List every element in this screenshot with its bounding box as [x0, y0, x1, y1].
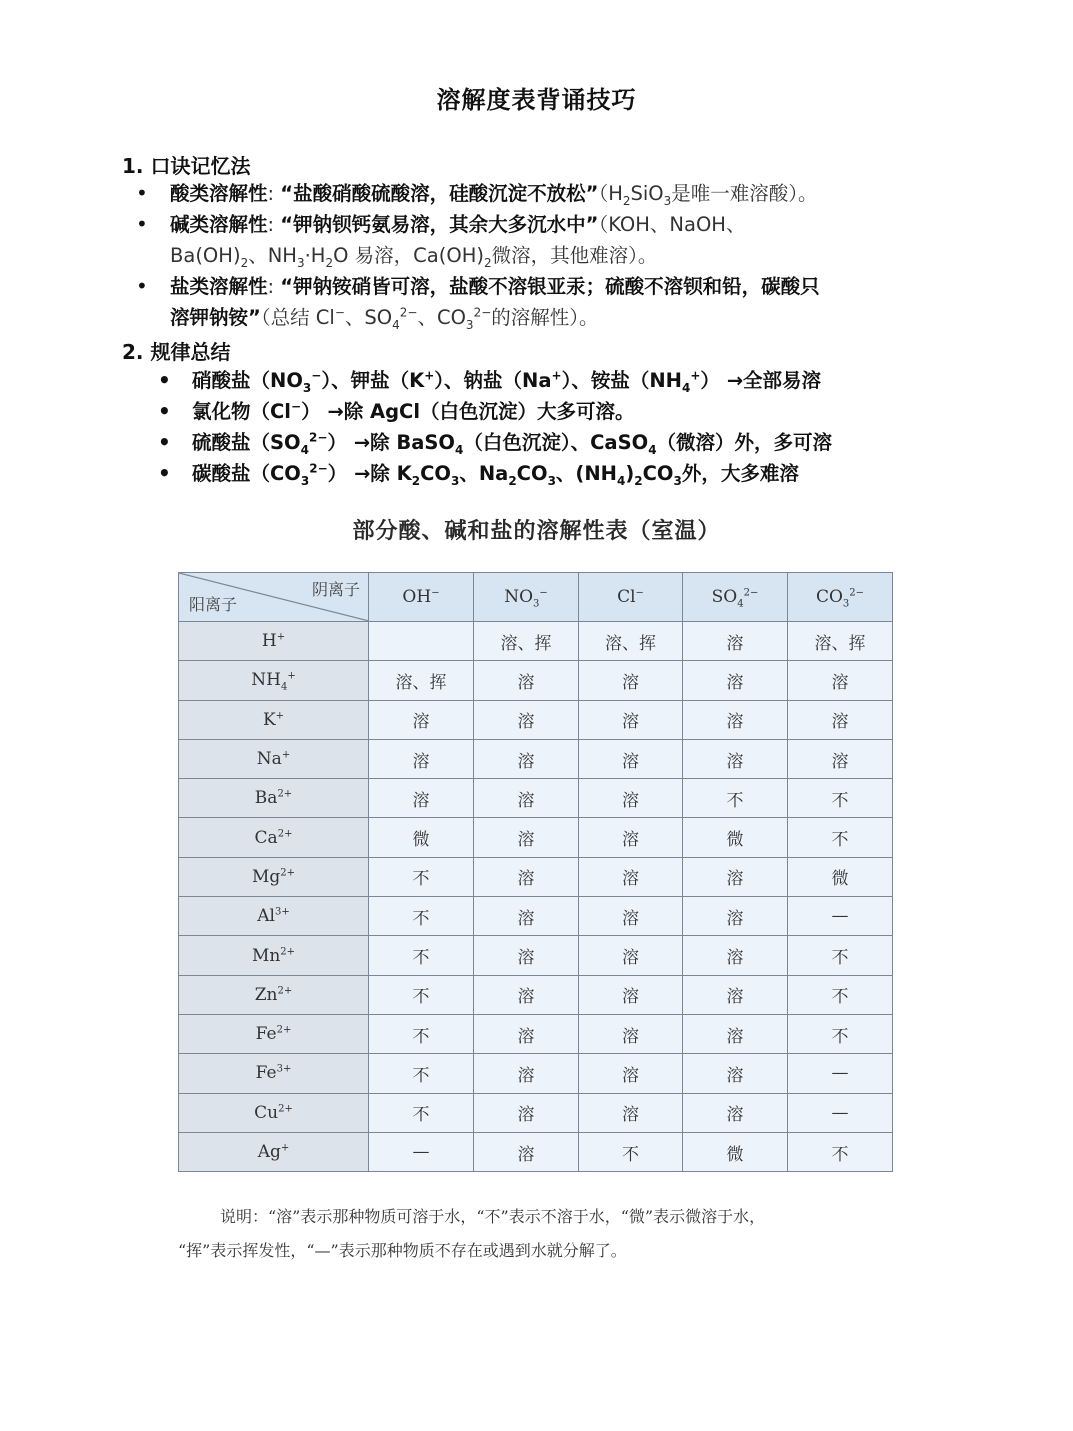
cation-cell: $Al^{3+}$ [179, 897, 369, 936]
rule-nitrates: • 硝酸盐$(NO_3^-)$、钾盐（K+）、钠盐（Na+）、铵盐$(NH_4^+)$ →全部易溶 [192, 365, 972, 396]
solubility-cell: 不 [369, 975, 474, 1014]
solubility-cell: 溶 [474, 1093, 579, 1132]
solubility-cell: 溶 [683, 857, 788, 896]
solubility-cell: 溶 [683, 661, 788, 700]
table-header-row [179, 573, 893, 622]
solubility-cell: 不 [788, 936, 893, 975]
base-solubility-item: • 碱类溶解性: “钾钠钡钙氨易溶，其余大多沉水中”（KOH、NaOH、 $Ba(OH)_2$、$NH_3\cdot H_2O$ 易溶，$Ca(OH)_2$微溶，其他难溶）。 [170, 209, 970, 271]
anion-header: $NO_3^-$ [474, 573, 579, 622]
cation-cell: $Mn^{2+}$ [179, 936, 369, 975]
solubility-cell: 溶 [474, 857, 579, 896]
solubility-cell: 溶 [579, 897, 683, 936]
solubility-cell: 微 [683, 1132, 788, 1171]
bullet-icon: • [158, 368, 171, 392]
solubility-cell: — [788, 1093, 893, 1132]
solubility-cell: 溶 [579, 975, 683, 1014]
table-note-line-1: 说明：“溶”表示那种物质可溶于水，“不”表示不溶于水，“微”表示微溶于水， [220, 1207, 766, 1226]
solubility-cell: 不 [369, 1054, 474, 1093]
solubility-cell [369, 622, 474, 661]
solubility-cell: 溶 [683, 1014, 788, 1053]
rule-carbonates: • 碳酸盐$(CO_3^{2-})$ →除 $K_2CO_3$、$Na_2CO_3$、$(NH_4)_2CO_3$外，大多难溶 [192, 458, 972, 489]
cation-cell: $NH_4^+$ [179, 661, 369, 700]
solubility-cell: 溶 [474, 897, 579, 936]
solubility-cell: 不 [788, 1014, 893, 1053]
solubility-cell: 溶 [579, 1093, 683, 1132]
solubility-cell: 溶 [474, 1014, 579, 1053]
solubility-cell: 溶、挥 [788, 622, 893, 661]
cation-cell: $Fe^{3+}$ [179, 1054, 369, 1093]
solubility-cell: 微 [788, 857, 893, 896]
solubility-cell: 不 [788, 1132, 893, 1171]
solubility-cell: 溶 [683, 700, 788, 739]
solubility-cell: 不 [579, 1132, 683, 1171]
solubility-cell: 溶 [369, 739, 474, 778]
solubility-cell: 溶 [579, 661, 683, 700]
solubility-cell: 不 [788, 818, 893, 857]
table-row [179, 779, 893, 818]
solubility-cell: 溶 [683, 739, 788, 778]
solubility-cell: 溶 [369, 700, 474, 739]
table-note-line-2: “挥”表示挥发性，“—”表示那种物质不存在或遇到水就分解了。 [178, 1241, 627, 1260]
solubility-cell: 不 [369, 936, 474, 975]
anion-header: OH− [369, 573, 474, 622]
cation-cell: $Ba^{2+}$ [179, 779, 369, 818]
anion-header: $CO_3^{2-}$ [788, 573, 893, 622]
solubility-cell: 微 [683, 818, 788, 857]
bullet-icon: • [158, 461, 171, 485]
cation-cell: K+ [179, 700, 369, 739]
table-row [179, 661, 893, 700]
corner-anion-label: 阴离子 [311, 580, 360, 599]
table-row [179, 857, 893, 896]
cation-cell: Na+ [179, 739, 369, 778]
solubility-cell: 溶 [474, 1054, 579, 1093]
table-row [179, 700, 893, 739]
solubility-cell: 溶 [579, 1014, 683, 1053]
solubility-cell: 不 [788, 975, 893, 1014]
solubility-cell: — [788, 1054, 893, 1093]
solubility-cell: 溶 [683, 622, 788, 661]
cation-cell: $Mg^{2+}$ [179, 857, 369, 896]
cation-cell: H+ [179, 622, 369, 661]
salt-solubility-item: • 盐类溶解性: “钾钠铵硝皆可溶，盐酸不溶银亚汞；硫酸不溶钡和铅，碳酸只 溶钾钠铵”（总结 Cl−、$SO_4^{2-}$、$CO_3^{2-}$的溶解性）。 [170, 271, 970, 333]
solubility-cell: 微 [369, 818, 474, 857]
page-title: 溶解度表背诵技巧 [436, 86, 637, 114]
solubility-cell: 溶 [579, 779, 683, 818]
solubility-table [178, 572, 893, 1172]
solubility-cell: 溶 [474, 779, 579, 818]
solubility-cell: 溶 [788, 661, 893, 700]
solubility-cell: 溶、挥 [474, 622, 579, 661]
solubility-cell: 溶 [579, 700, 683, 739]
solubility-cell: 不 [369, 1093, 474, 1132]
solubility-cell: 不 [683, 779, 788, 818]
table-row [179, 936, 893, 975]
solubility-cell: 溶 [474, 739, 579, 778]
solubility-cell: 溶 [788, 700, 893, 739]
solubility-cell: 溶 [579, 1054, 683, 1093]
solubility-cell: 溶 [579, 857, 683, 896]
solubility-cell: — [369, 1132, 474, 1171]
section-1-heading: 1. 口诀记忆法 [122, 154, 251, 178]
solubility-cell: 溶 [579, 739, 683, 778]
solubility-cell: 溶 [474, 818, 579, 857]
table-corner-cell [179, 573, 369, 622]
solubility-cell: 溶 [474, 661, 579, 700]
table-row [179, 1054, 893, 1093]
table-note [178, 1200, 908, 1268]
solubility-cell: 溶、挥 [369, 661, 474, 700]
rule-chlorides: • 氯化物（Cl−） →除 AgCl（白色沉淀）大多可溶。 [192, 396, 972, 427]
cation-cell: $Ca^{2+}$ [179, 818, 369, 857]
solubility-cell: 不 [369, 1014, 474, 1053]
solubility-cell: 溶 [474, 700, 579, 739]
cation-cell: Ag+ [179, 1132, 369, 1171]
table-row [179, 1014, 893, 1053]
table-row [179, 897, 893, 936]
table-row [179, 739, 893, 778]
section-2-heading: 2. 规律总结 [122, 340, 231, 364]
table-row [179, 1093, 893, 1132]
solubility-cell: 溶 [788, 739, 893, 778]
solubility-cell: 不 [369, 857, 474, 896]
cation-cell: $Fe^{2+}$ [179, 1014, 369, 1053]
solubility-cell: 溶 [579, 936, 683, 975]
solubility-cell: — [788, 897, 893, 936]
bullet-icon: • [136, 181, 148, 205]
cation-cell: $Cu^{2+}$ [179, 1093, 369, 1132]
solubility-cell: 不 [788, 779, 893, 818]
solubility-cell: 溶 [369, 779, 474, 818]
rule-sulfates: • 硫酸盐$(SO_4^{2-})$ →除 BaSO$_4$（白色沉淀）、CaSO$_4$（微溶）外，多可溶 [192, 427, 972, 458]
solubility-cell: 不 [369, 897, 474, 936]
bullet-icon: • [158, 430, 171, 454]
table-row [179, 622, 893, 661]
table-row [179, 975, 893, 1014]
solubility-cell: 溶 [683, 936, 788, 975]
corner-cation-label: 阳离子 [189, 595, 238, 614]
solubility-cell: 溶 [579, 818, 683, 857]
cation-cell: $Zn^{2+}$ [179, 975, 369, 1014]
solubility-cell: 溶 [683, 975, 788, 1014]
solubility-cell: 溶 [474, 975, 579, 1014]
solubility-cell: 溶 [683, 1054, 788, 1093]
solubility-cell: 溶 [683, 897, 788, 936]
bullet-icon: • [136, 274, 148, 298]
anion-header: $SO_4^{2-}$ [683, 573, 788, 622]
solubility-cell: 溶 [683, 1093, 788, 1132]
table-row [179, 818, 893, 857]
bullet-icon: • [158, 399, 171, 423]
solubility-cell: 溶 [474, 936, 579, 975]
acid-solubility-item: • 酸类溶解性: “盐酸硝酸硫酸溶，硅酸沉淀不放松$”(H_2SiO_3$是唯一难溶酸）。 [170, 178, 970, 209]
table-row [179, 1132, 893, 1171]
bullet-icon: • [136, 212, 148, 236]
solubility-cell: 溶、挥 [579, 622, 683, 661]
solubility-cell: 溶 [474, 1132, 579, 1171]
anion-header: Cl− [579, 573, 683, 622]
table-title: 部分酸、碱和盐的溶解性表（室温） [352, 518, 721, 544]
